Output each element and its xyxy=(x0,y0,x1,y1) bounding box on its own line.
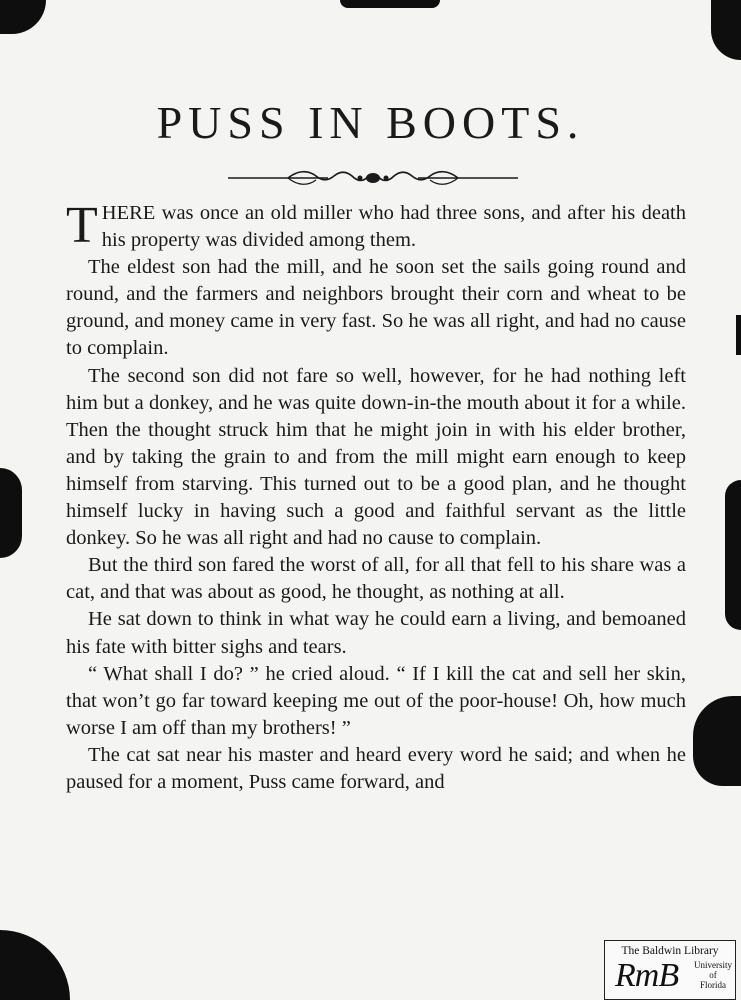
paragraph: The eldest son had the mill, and he soon set the sails going round and round, and the farmers and neighbors brought their corn and wheat to be ground, and money came in very fast. So he was all right, and had no cause to complain. xyxy=(66,256,686,360)
torn-edge xyxy=(693,696,741,786)
torn-edge xyxy=(0,930,70,1000)
paragraph: He sat down to think in what way he could earn a living, and bemoaned his fate with bitter sighs and tears. xyxy=(66,608,686,658)
story-text xyxy=(66,197,686,796)
paragraph: “ What shall I do? ” he cried aloud. “ If I kill the cat and sell her skin, that won’t go far toward keeping me out of the poor-house! Oh, how much worse I am off than my brothers! ” xyxy=(66,662,686,739)
paragraph: But the third son fared the worst of all, for all that fell to his share was a cat, and that was about as good, he thought, as nothing at all. xyxy=(66,554,686,604)
paragraph: The second son did not fare so well, however, for he had nothing left him but a donkey, and he was quite down-in-the mouth about it for a while. Then the thought struck him that he might join in with his elder brother, and by taking the grain to and from the mill might earn enough to keep himself from starving. This turned out to be a good plan, and he thought himself lucky in having such a good and faithful servant as the little donkey. So he was all right and had no cause to complain. xyxy=(66,364,686,550)
torn-edge xyxy=(736,315,741,355)
torn-edge xyxy=(711,0,741,60)
page-title: PUSS IN BOOTS. xyxy=(156,97,585,148)
paragraph: THERE was once an old miller who had three sons, and after his death his property was divided among them. xyxy=(66,197,686,254)
ornament-divider-icon xyxy=(228,166,518,190)
stamp-title: The Baldwin Library xyxy=(621,945,719,957)
stamp-logo: RmB xyxy=(615,957,679,994)
torn-edge xyxy=(725,480,741,630)
torn-edge xyxy=(340,0,440,8)
paragraph: The cat sat near his master and heard every word he said; and when he paused for a moment, Puss came forward, and xyxy=(66,743,686,793)
library-stamp xyxy=(604,940,736,1000)
stamp-institution: University of Florida xyxy=(694,960,732,990)
torn-edge xyxy=(0,468,22,558)
torn-edge xyxy=(0,0,46,34)
drop-cap: T xyxy=(66,197,98,254)
